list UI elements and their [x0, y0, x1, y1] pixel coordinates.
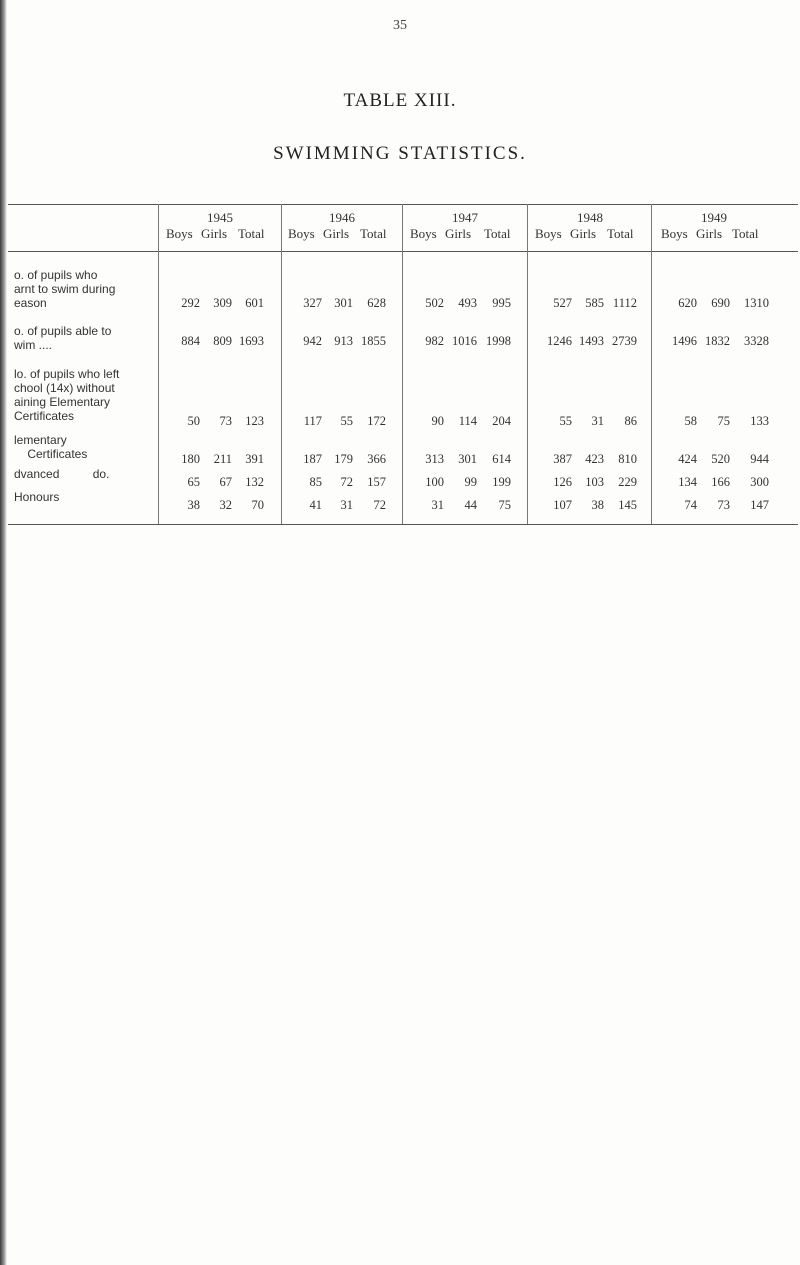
table-cell: 301 — [334, 296, 353, 310]
table-cell: 123 — [245, 414, 264, 428]
table-cell: 38 — [187, 498, 200, 512]
page-edge-shadow — [0, 0, 7, 1265]
table-cell: 620 — [678, 296, 697, 310]
table-cell: 913 — [334, 334, 353, 348]
table-cell: 690 — [711, 296, 730, 310]
table-cell: 229 — [618, 475, 637, 489]
subheader-total: Total — [238, 226, 265, 241]
row-label-advanced: dvanced do. — [14, 467, 110, 481]
table-cell: 90 — [431, 414, 444, 428]
table-cell: 1855 — [361, 334, 386, 348]
column-divider — [402, 204, 403, 524]
table-cell: 211 — [213, 452, 232, 466]
table-cell: 55 — [340, 414, 353, 428]
row-label-learnt-to-swim: o. of pupils who arnt to swim during eason — [14, 268, 116, 310]
table-bottom-rule — [8, 524, 798, 525]
column-divider — [158, 204, 159, 524]
table-cell: 100 — [425, 475, 444, 489]
table-cell: 117 — [303, 414, 322, 428]
table-cell: 585 — [585, 296, 604, 310]
subheader-girls: Girls — [696, 226, 722, 241]
table-cell: 75 — [717, 414, 730, 428]
swimming-statistics-table — [0, 200, 800, 545]
table-cell: 502 — [425, 296, 444, 310]
year-header: 1946 — [329, 210, 355, 225]
subheader-girls: Girls — [445, 226, 471, 241]
table-cell: 65 — [187, 475, 200, 489]
table-cell: 387 — [553, 452, 572, 466]
table-cell: 614 — [492, 452, 511, 466]
row-label-elementary-certificates: lementary Certificates — [14, 433, 88, 461]
table-cell: 172 — [367, 414, 386, 428]
table-cell: 50 — [187, 414, 200, 428]
table-cell: 1832 — [705, 334, 730, 348]
table-cell: 1246 — [547, 334, 572, 348]
table-cell: 145 — [618, 498, 637, 512]
subheader-boys: Boys — [535, 226, 562, 241]
table-cell: 126 — [553, 475, 572, 489]
table-cell: 73 — [717, 498, 730, 512]
table-cell: 157 — [367, 475, 386, 489]
subheader-boys: Boys — [410, 226, 437, 241]
table-cell: 86 — [624, 414, 637, 428]
table-cell: 180 — [181, 452, 200, 466]
table-cell: 366 — [367, 452, 386, 466]
table-cell: 628 — [367, 296, 386, 310]
year-header: 1949 — [701, 210, 727, 225]
table-cell: 55 — [559, 414, 572, 428]
table-cell: 809 — [213, 334, 232, 348]
table-cell: 67 — [219, 475, 232, 489]
table-cell: 1112 — [612, 296, 637, 310]
table-cell: 884 — [181, 334, 200, 348]
table-cell: 32 — [219, 498, 232, 512]
year-header: 1945 — [207, 210, 233, 225]
table-cell: 1493 — [579, 334, 604, 348]
table-cell: 942 — [303, 334, 322, 348]
table-cell: 493 — [458, 296, 477, 310]
column-divider — [281, 204, 282, 524]
table-cell: 601 — [245, 296, 264, 310]
table-cell: 107 — [553, 498, 572, 512]
table-cell: 75 — [498, 498, 511, 512]
table-cell: 1016 — [452, 334, 477, 348]
column-divider — [651, 204, 652, 524]
table-cell: 527 — [553, 296, 572, 310]
table-cell: 1693 — [239, 334, 264, 348]
table-cell: 99 — [464, 475, 477, 489]
subheader-boys: Boys — [288, 226, 315, 241]
table-cell: 423 — [585, 452, 604, 466]
table-cell: 810 — [618, 452, 637, 466]
table-cell: 187 — [303, 452, 322, 466]
subheader-girls: Girls — [570, 226, 596, 241]
table-cell: 147 — [750, 498, 769, 512]
subheader-total: Total — [732, 226, 759, 241]
table-cell: 58 — [684, 414, 697, 428]
table-cell: 1998 — [486, 334, 511, 348]
table-cell: 944 — [750, 452, 769, 466]
table-cell: 2739 — [612, 334, 637, 348]
subheader-boys: Boys — [661, 226, 688, 241]
subheader-boys: Boys — [166, 226, 193, 241]
table-cell: 114 — [458, 414, 477, 428]
table-cell: 70 — [251, 498, 264, 512]
row-label-able-to-swim: o. of pupils able to wim .... — [14, 324, 112, 352]
year-header: 1948 — [577, 210, 603, 225]
table-cell: 313 — [425, 452, 444, 466]
table-cell: 85 — [309, 475, 322, 489]
table-cell: 520 — [711, 452, 730, 466]
subheader-total: Total — [484, 226, 511, 241]
page-number: 35 — [393, 18, 407, 33]
table-cell: 31 — [591, 414, 604, 428]
table-cell: 134 — [678, 475, 697, 489]
table-cell: 1310 — [744, 296, 769, 310]
table-cell: 204 — [492, 414, 511, 428]
table-cell: 982 — [425, 334, 444, 348]
table-top-rule — [8, 204, 798, 205]
column-divider — [527, 204, 528, 524]
table-cell: 132 — [245, 475, 264, 489]
table-cell: 31 — [340, 498, 353, 512]
table-cell: 41 — [309, 498, 322, 512]
table-title: TABLE XIII. — [343, 90, 457, 111]
table-cell: 44 — [464, 498, 477, 512]
table-cell: 133 — [750, 414, 769, 428]
year-header: 1947 — [452, 210, 478, 225]
table-cell: 73 — [219, 414, 232, 428]
table-cell: 995 — [492, 296, 511, 310]
table-cell: 1496 — [672, 334, 697, 348]
table-cell: 179 — [334, 452, 353, 466]
subheader-total: Total — [360, 226, 387, 241]
table-cell: 309 — [213, 296, 232, 310]
table-cell: 424 — [678, 452, 697, 466]
table-cell: 199 — [492, 475, 511, 489]
table-cell: 3328 — [744, 334, 769, 348]
table-cell: 166 — [711, 475, 730, 489]
header-rule — [8, 251, 798, 252]
table-cell: 74 — [684, 498, 697, 512]
subheader-total: Total — [607, 226, 634, 241]
row-label-honours: Honours — [14, 490, 60, 504]
table-cell: 391 — [245, 452, 264, 466]
table-cell: 103 — [585, 475, 604, 489]
table-cell: 301 — [458, 452, 477, 466]
table-cell: 72 — [373, 498, 386, 512]
subheader-girls: Girls — [201, 226, 227, 241]
table-cell: 31 — [431, 498, 444, 512]
table-cell: 38 — [591, 498, 604, 512]
subheader-girls: Girls — [323, 226, 349, 241]
table-cell: 72 — [340, 475, 353, 489]
row-label-left-without-certificates: lo. of pupils who left chool (14x) without aining Elementary Certificates — [14, 367, 120, 423]
table-cell: 300 — [750, 475, 769, 489]
table-subtitle: SWIMMING STATISTICS. — [273, 143, 527, 164]
table-cell: 327 — [303, 296, 322, 310]
table-cell: 292 — [181, 296, 200, 310]
